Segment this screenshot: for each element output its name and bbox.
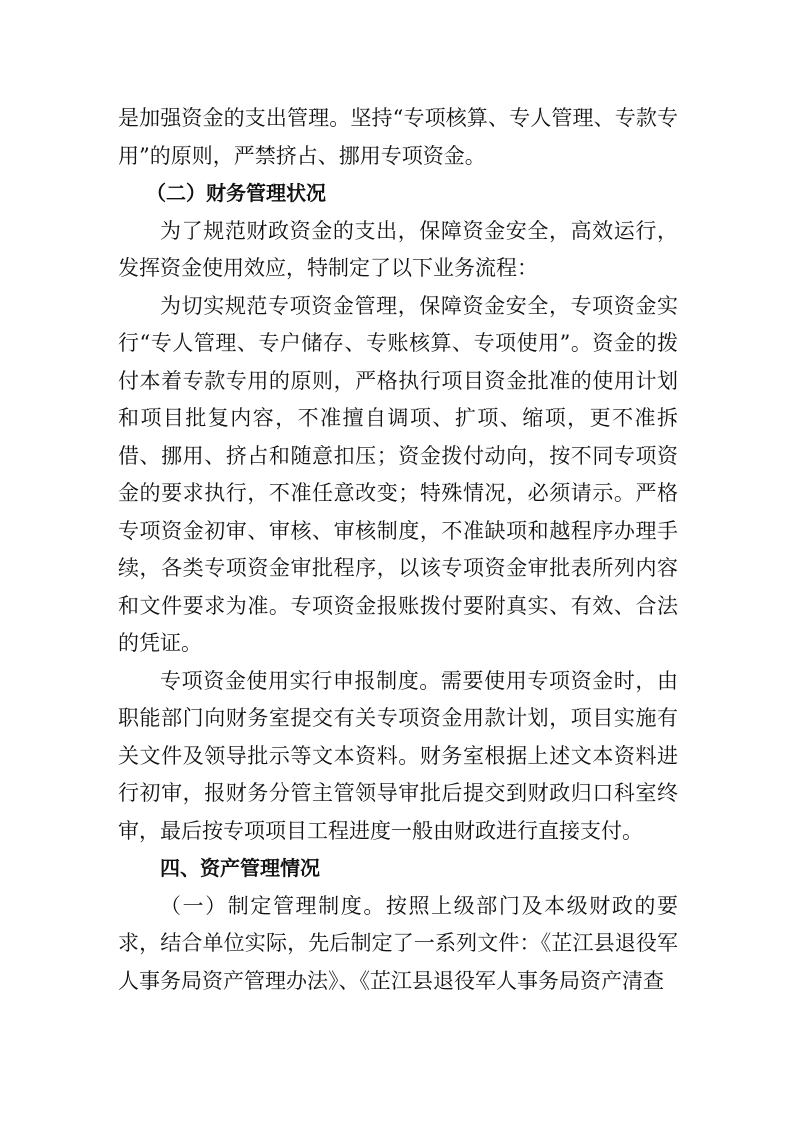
- paragraph-fund-application: 专项资金使用实行申报制度。需要使用专项资金时，由职能部门向财务室提交有关专项资金用款计划，项目实施有关文件及领导批示等文本资料。财务室根据上述文本资料进行初审，报财务分管主管领导审批后提交到财政归口科室终审，最后按专项项目工程进度一般由财政进行直接支付。: [118, 668, 678, 843]
- paragraph-business-process-intro: 为了规范财政资金的支出，保障资金安全，高效运行，发挥资金使用效应，特制定了以下业务流程：: [118, 218, 678, 280]
- document-body: [118, 100, 678, 1000]
- subheading-financial-management: （二）财务管理状况: [146, 181, 326, 205]
- paragraph-special-fund-principle: 是加强资金的支出管理。坚持“专项核算、专人管理、专款专用”的原则，严禁挤占、挪用专项资金。: [118, 106, 678, 168]
- paragraph-management-system: （一）制定管理制度。按照上级部门及本级财政的要求，结合单位实际，先后制定了一系列文件：《芷江县退役军人事务局资产管理办法》、《芷江县退役军人事务局资产清查: [118, 893, 678, 993]
- paragraph-special-fund-management: 为切实规范专项资金管理，保障资金安全，专项资金实行“专人管理、专户储存、专账核算、专项使用”。资金的拨付本着专款专用的原则，严格执行项目资金批准的使用计划和项目批复内容，不准擅自调项、扩项、缩项，更不准拆借、挪用、挤占和随意扣压；资金拨付动向，按不同专项资金的要求执行，不准任意改变；特殊情况，必须请示。严格专项资金初审、审核、审核制度，不准缺项和越程序办理手续，各类专项资金审批程序，以该专项资金审批表所列内容和文件要求为准。专项资金报账拨付要附真实、有效、合法的凭证。: [118, 293, 678, 655]
- heading-asset-management: 四、资产管理情况: [160, 856, 320, 880]
